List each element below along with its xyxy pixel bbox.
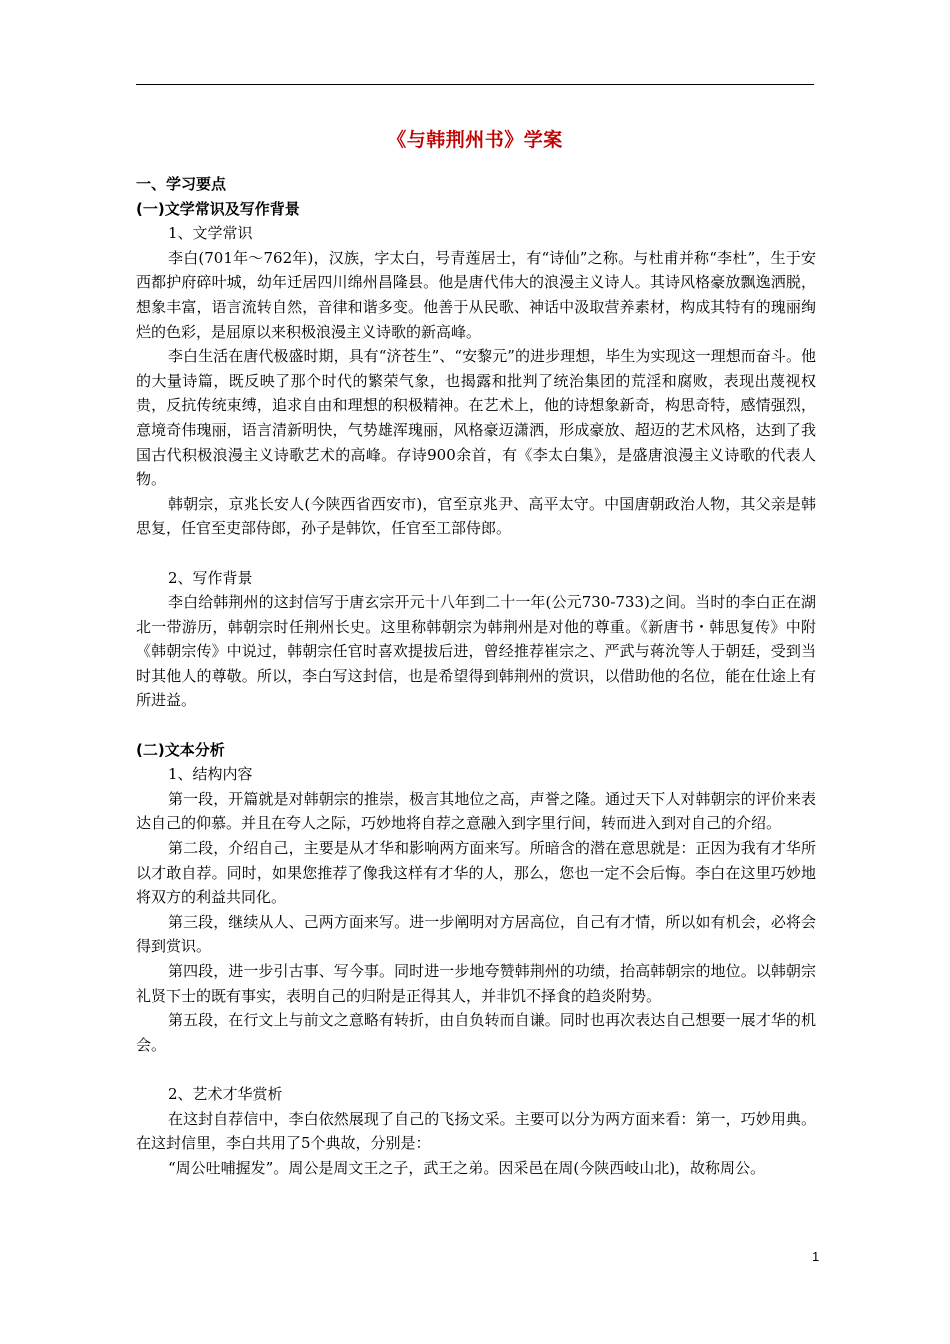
paragraph-section-2: 第二段，介绍自己，主要是从才华和影响两方面来写。所暗含的潜在意思就是：正因为我有才华所以才敢自荐。同时，如果您推荐了像我这样有才华的人，那么，您也一定不会后悔。李白在这里巧妙地将双方的利益共同化。 bbox=[136, 839, 816, 907]
subheading-structure: 1、结构内容 bbox=[168, 765, 253, 784]
paragraph-section-4: 第四段，进一步引古事、写今事。同时进一步地夸赞韩荆州的功绩，抬高韩朝宗的地位。以韩朝宗礼贤下士的既有事实，表明自己的归附是正得其人，并非饥不择食的趋炎附势。 bbox=[136, 962, 816, 1005]
paragraph-section-1: 第一段，开篇就是对韩朝宗的推崇，极言其地位之高，声誉之隆。通过天下人对韩朝宗的评价来表达自己的仰慕。并且在夸人之际，巧妙地将自荐之意融入到字里行间，转而进入到对自己的介绍。 bbox=[136, 789, 816, 833]
heading-text-analysis: (二)文本分析 bbox=[136, 740, 225, 759]
paragraph-writing-background: 李白给韩荆州的这封信写于唐玄宗开元十八年到二十一年(公元730-733)之间。当时的李白正在湖北一带游历，韩朝宗时任荆州长史。这里称韩朝宗为韩荆州是对他的尊重。《新唐书・韩思复传》中附《韩朝宗传》中说过，韩朝宗任官时喜欢提拔后进，曾经推荐崔宗之、严武与蒋沇等人于朝廷，受到当时其他人的尊敬。所以，李白写这封信，也是希望得到韩荆州的赏识，以借助他的名位，能在仕途上有所进益。 bbox=[136, 593, 816, 710]
subheading-literary-knowledge: 1、文学常识 bbox=[168, 224, 253, 243]
paragraph-section-5: 第五段，在行文上与前文之意略有转折，由自负转而自谦。同时也再次表达自己想要一展才华的机会。 bbox=[136, 1011, 816, 1054]
paragraph-allusion-zhougong: “周公吐哺握发”。周公是周文王之子，武王之弟。因采邑在周(今陕西岐山北)，故称周公。 bbox=[168, 1158, 766, 1177]
paragraph-artistic-intro: 在这封自荐信中，李白依然展现了自己的飞扬文采。主要可以分为两方面来看：第一，巧妙用典。在这封信里，李白共用了5个典故，分别是： bbox=[136, 1109, 816, 1153]
spacer bbox=[136, 1057, 816, 1082]
subheading-writing-background: 2、写作背景 bbox=[168, 568, 253, 587]
document-title: 《与韩荆州书》学案 bbox=[387, 129, 563, 151]
paragraph-section-3: 第三段，继续从人、己两方面来写。进一步阐明对方居高位，自己有才情，所以如有机会，必将会得到赏识。 bbox=[136, 912, 816, 956]
heading-study-points: 一、学习要点 bbox=[136, 175, 227, 193]
page-number: 1 bbox=[812, 1249, 820, 1264]
paragraph-li-bai-bio: 李白(701年～762年)，汉族，字太白，号青莲居士，有“诗仙”之称。与杜甫并称“李杜”，生于安西都护府碎叶城，幼年迁居四川绵州昌隆县。他是唐代伟大的浪漫主义诗人。其诗风格豪放飘逸洒脱，想象丰富，语言流转自然，音律和谐多变。他善于从民歌、神话中汲取营养素材，构成其特有的瑰丽绚烂的色彩，是屈原以来积极浪漫主义诗歌的新高峰。 bbox=[136, 248, 816, 341]
header-rule bbox=[136, 84, 814, 85]
spacer bbox=[136, 713, 816, 738]
spacer bbox=[136, 541, 816, 566]
paragraph-li-bai-works: 李白生活在唐代极盛时期，具有“济苍生”、“安黎元”的进步理想，毕生为实现这一理想而奋斗。他的大量诗篇，既反映了那个时代的繁荣气象，也揭露和批判了统治集团的荒淫和腐败，表现出蔑视权贵，反抗传统束缚，追求自由和理想的积极精神。在艺术上，他的诗想象新奇，构思奇特，感情强烈，意境奇伟瑰丽，语言清新明快，气势雄浑瑰丽，风格豪迈潇洒，形成豪放、超迈的艺术风格，达到了我国古代积极浪漫主义诗歌艺术的高峰。存诗900余首，有《李太白集》，是盛唐浪漫主义诗歌的代表人物。 bbox=[136, 347, 816, 489]
paragraph-han-chaozong: 韩朝宗，京兆长安人(今陕西省西安市)，官至京兆尹、高平太守。中国唐朝政治人物，其父亲是韩思复，任官至吏部侍郎，孙子是韩饮，任官至工部侍郎。 bbox=[136, 494, 816, 538]
subheading-artistic-analysis: 2、艺术才华赏析 bbox=[168, 1084, 283, 1103]
document-body bbox=[136, 172, 816, 1180]
heading-literary-background: (一)文学常识及写作背景 bbox=[136, 199, 300, 218]
